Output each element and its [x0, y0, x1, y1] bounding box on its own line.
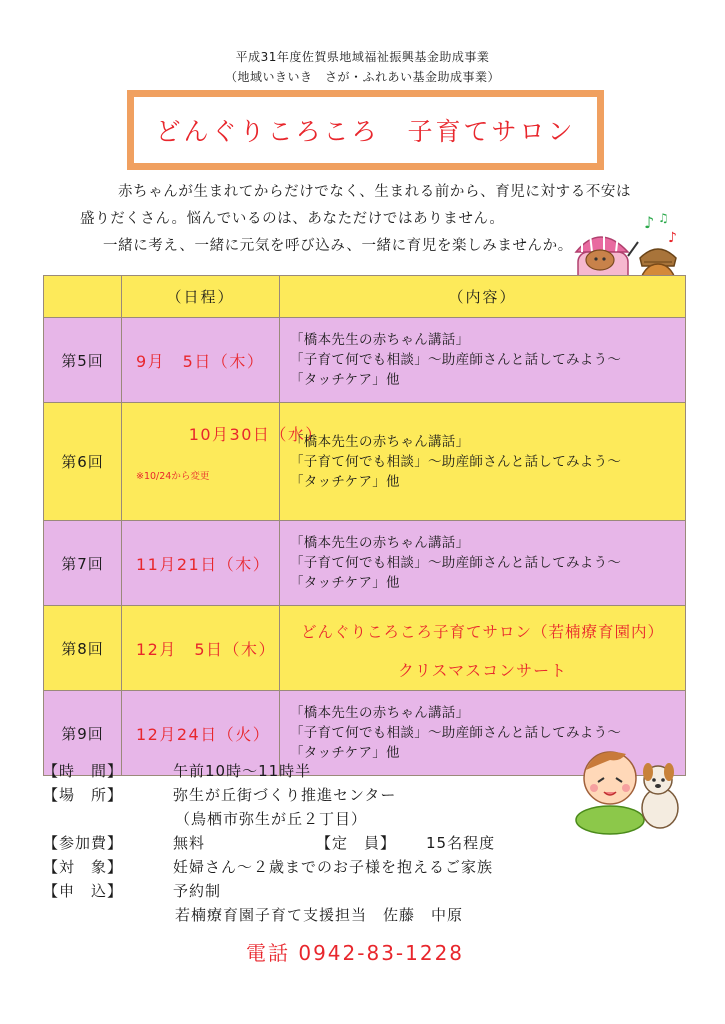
- session-content: [280, 606, 686, 691]
- info-target: [43, 856, 493, 877]
- schedule-header-row: [44, 276, 686, 318]
- content-line: 「タッチケア」他: [290, 745, 400, 761]
- session-date: 11月21日（木）: [122, 521, 280, 606]
- capacity-value: 15名程度: [426, 834, 496, 852]
- table-row: [44, 521, 686, 606]
- content-line: 「橋本先生の赤ちゃん講話」: [290, 433, 470, 450]
- info-time: [43, 760, 311, 781]
- svg-text:♪: ♪: [644, 213, 655, 232]
- time-value: 午前10時～11時半: [173, 762, 312, 780]
- grant-line-1: 平成31年度佐賀県地域福祉振興基金助成事業: [235, 50, 490, 64]
- target-label: 【対 象】: [43, 858, 124, 876]
- content-line: 「タッチケア」他: [290, 372, 400, 388]
- target-value: 妊婦さん～２歳までのお子様を抱えるご家族: [173, 858, 494, 876]
- session-number: 第7回: [44, 521, 122, 606]
- session-date: 9月 5日（木）: [122, 318, 280, 403]
- content-line: 「タッチケア」他: [290, 473, 400, 490]
- content-line: 「子育て何でも相談」～助産師さんと話してみよう～: [290, 725, 622, 741]
- info-fee: [43, 832, 205, 853]
- svg-text:♫: ♫: [658, 212, 669, 225]
- apply-label: 【申 込】: [43, 882, 124, 900]
- title-box: [127, 90, 604, 170]
- header-content: （内容）: [280, 276, 686, 318]
- header-num-cell: [44, 276, 122, 318]
- content-line: 「子育て何でも相談」～助産師さんと話してみよう～: [290, 352, 622, 368]
- session-date: 12月 5日（木）: [122, 606, 280, 691]
- page-title: どんぐりころころ 子育てサロン: [155, 117, 576, 146]
- svg-text:♪: ♪: [668, 230, 677, 246]
- table-row: [44, 403, 686, 521]
- header-date: （日程）: [122, 276, 280, 318]
- info-capacity: [316, 832, 495, 853]
- fee-value: 無料: [173, 834, 206, 852]
- info-apply: [43, 880, 221, 901]
- session-number: 第8回: [44, 606, 122, 691]
- apply-contact: 若楠療育園子育て支援担当 佐藤 中原: [175, 906, 464, 924]
- info-place: [43, 784, 396, 805]
- content-line: 「タッチケア」他: [290, 575, 400, 591]
- session-number: 第6回: [44, 403, 122, 521]
- christmas-concert: クリスマスコンサート: [397, 660, 568, 680]
- session-content: [280, 521, 686, 606]
- date-change-note: ※10/24から変更: [136, 471, 210, 482]
- grant-line-2: （地域いきいき さが・ふれあい基金助成事業）: [224, 70, 500, 84]
- schedule-table: [43, 275, 686, 776]
- place-value: 弥生が丘街づくり推進センター: [173, 786, 397, 804]
- table-row: [44, 318, 686, 403]
- phone-number: 電話 0942-83-1228: [246, 941, 465, 965]
- table-row: [44, 606, 686, 691]
- place-sub: （鳥栖市弥生が丘２丁目）: [175, 810, 368, 828]
- content-line: 「橋本先生の赤ちゃん講話」: [290, 332, 470, 348]
- intro-line-3: 一緒に考え、一緒に元気を呼び込み、一緒に育児を楽しみませんか。: [103, 238, 573, 254]
- event-title: どんぐりころころ子育てサロン（若楠療育園内）: [300, 622, 664, 641]
- capacity-label: 【定 員】: [316, 834, 397, 852]
- time-label: 【時 間】: [43, 762, 124, 780]
- session-number: 第5回: [44, 318, 122, 403]
- session-number: 第9回: [44, 691, 122, 776]
- baby-dog-illustration: [570, 738, 685, 838]
- intro-line-2: 盛りだくさん。悩んでいるのは、あなただけではありません。: [80, 211, 505, 227]
- session-date: 12月24日（火）: [122, 691, 280, 776]
- apply-value: 予約制: [173, 882, 222, 900]
- content-line: 「子育て何でも相談」～助産師さんと話してみよう～: [290, 453, 622, 470]
- fee-label: 【参加費】: [43, 834, 124, 852]
- place-label: 【場 所】: [43, 786, 124, 804]
- session-date-cell: [122, 403, 323, 521]
- session-date: 10月30日（水）: [188, 425, 323, 444]
- content-line: 「橋本先生の赤ちゃん講話」: [290, 535, 470, 551]
- session-content: [280, 318, 686, 403]
- content-line: 「橋本先生の赤ちゃん講話」: [290, 705, 470, 721]
- content-line: 「子育て何でも相談」～助産師さんと話してみよう～: [290, 555, 622, 571]
- session-content: [280, 403, 686, 521]
- intro-line-1: 赤ちゃんが生まれてからだけでなく、生まれる前から、育児に対する不安は: [118, 184, 632, 200]
